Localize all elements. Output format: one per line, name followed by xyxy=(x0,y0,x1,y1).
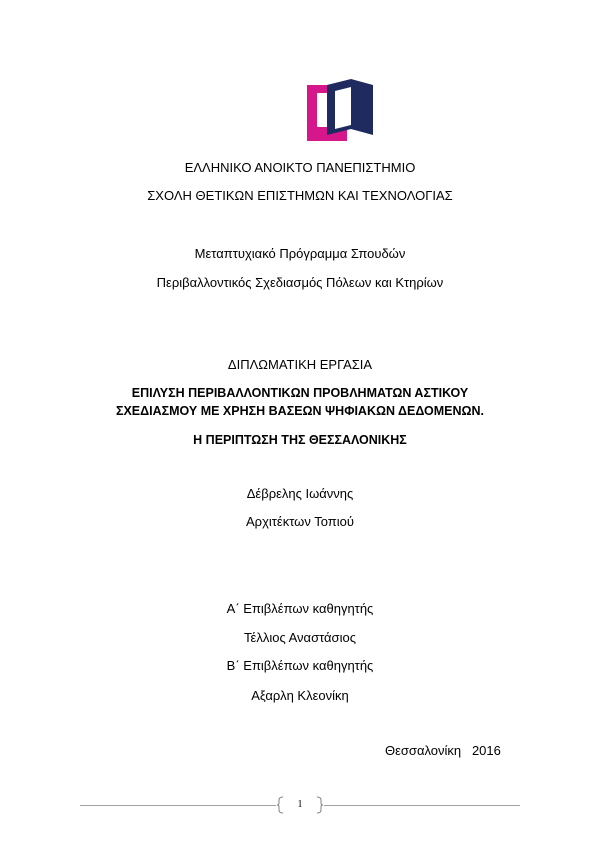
thesis-title-line-1: ΕΠΙΛΥΣΗ ΠΕΡΙΒΑΛΛΟΝΤΙΚΩΝ ΠΡΟΒΛΗΜΑΤΩΝ ΑΣΤΙΚΟΥ xyxy=(131,386,469,400)
school-name: ΣΧΟΛΗ ΘΕΤΙΚΩΝ ΕΠΙΣΤΗΜΩΝ ΚΑΙ ΤΕΧΝΟΛΟΓΙΑΣ xyxy=(147,188,453,203)
second-supervisor-label: Β΄ Επιβλέπων καθηγητής xyxy=(226,658,374,673)
first-supervisor-name: Τέλλιος Αναστάσιος xyxy=(244,630,356,645)
university-name: ΕΛΛΗΝΙΚΟ ΑΝΟΙΚΤΟ ΠΑΝΕΠΙΣΤΗΜΙΟ xyxy=(184,160,416,175)
program-track: Περιβαλλοντικός Σχεδιασμός Πόλεων και Κτηρίων xyxy=(156,275,444,290)
thesis-title-line-2: ΣΧΕΔΙΑΣΜΟΥ ΜΕ ΧΡΗΣΗ ΒΑΣΕΩΝ ΨΗΦΙΑΚΩΝ ΔΕΔΟΜΕΝΩΝ. xyxy=(115,404,485,418)
thesis-type: ΔΙΠΛΩΜΑΤΙΚΗ ΕΡΓΑΣΙΑ xyxy=(227,357,373,372)
page-number: 1 xyxy=(297,799,303,810)
author-name: Δέβρελης Ιωάννης xyxy=(246,486,354,501)
footer-rule-right xyxy=(324,805,520,806)
second-supervisor-name: Αξαρλη Κλεονίκη xyxy=(251,688,349,703)
author-profession: Αρχιτέκτων Τοπιού xyxy=(246,514,354,529)
program-name: Μεταπτυχιακό Πρόγραμμα Σπουδών xyxy=(194,246,406,261)
university-logo-icon xyxy=(305,77,375,143)
left-brace-icon xyxy=(276,796,284,814)
right-brace-icon xyxy=(316,796,324,814)
first-supervisor-label: Α΄ Επιβλέπων καθηγητής xyxy=(226,601,374,616)
footer-rule-left xyxy=(80,805,276,806)
thesis-subtitle: Η ΠΕΡΙΠΤΩΣΗ ΤΗΣ ΘΕΣΣΑΛΟΝΙΚΗΣ xyxy=(193,433,407,447)
place-date: Θεσσαλονίκη 2016 xyxy=(385,743,501,758)
